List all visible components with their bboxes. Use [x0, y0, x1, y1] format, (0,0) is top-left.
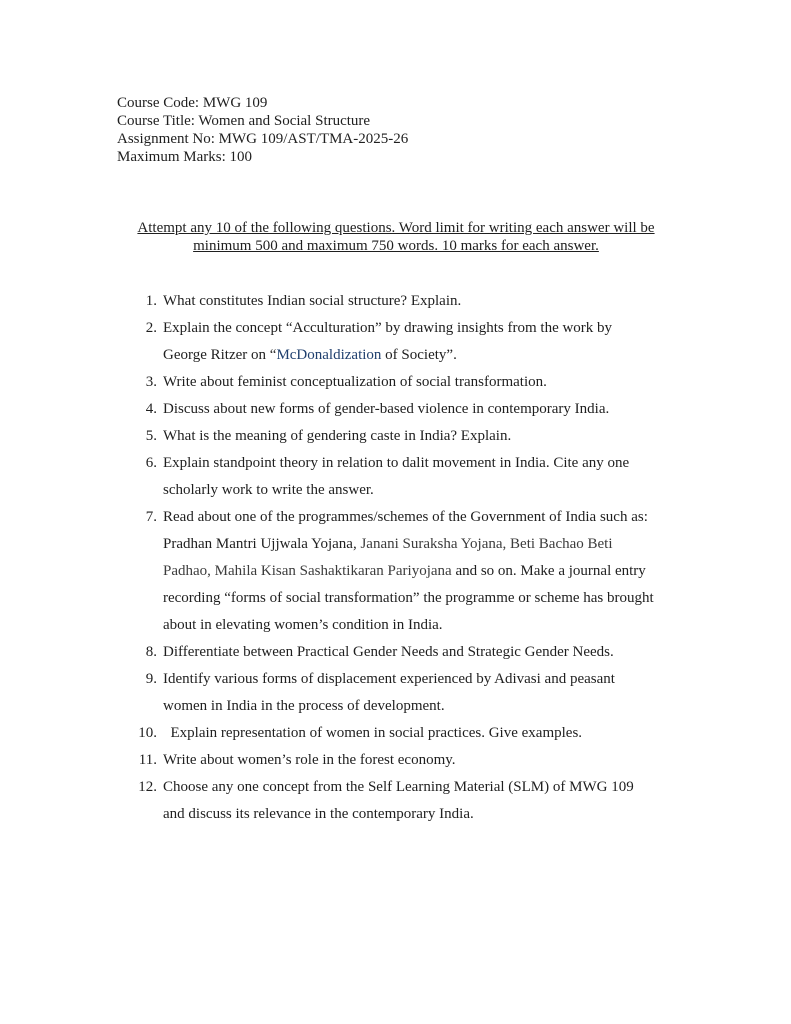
question-text-line-2 — [163, 342, 695, 369]
question-number: 4. — [145, 401, 157, 417]
question-text-line-2 — [163, 531, 695, 558]
question-list — [135, 288, 695, 828]
mcdonaldization-term: McDonaldization — [276, 347, 382, 363]
question-text: What is the meaning of gendering caste in India? Explain. — [163, 428, 512, 444]
question-item — [135, 315, 695, 369]
question-number: 7. — [145, 509, 157, 525]
question-item — [135, 774, 695, 828]
question-text-segment: and so on. Make a journal entry — [451, 563, 646, 579]
question-text-segment: George Ritzer on “ — [163, 347, 277, 363]
question-item — [135, 369, 695, 396]
question-text: Differentiate between Practical Gender Needs and Strategic Gender Needs. — [163, 644, 614, 660]
question-number: 11. — [138, 752, 157, 768]
question-text: Identify various forms of displacement experienced by Adivasi and peasant — [163, 671, 615, 687]
question-item — [135, 639, 695, 666]
question-number: 1. — [145, 293, 157, 309]
scheme-names: Janani Suraksha Yojana, Beti Bachao Beti — [360, 536, 613, 552]
question-text: Discuss about new forms of gender-based violence in contemporary India. — [163, 401, 610, 417]
question-item — [135, 504, 695, 639]
question-item — [135, 747, 695, 774]
scheme-names: Padhao, Mahila Kisan Sashaktikaran Pariyojana — [163, 563, 452, 579]
question-text-segment: Pradhan Mantri Ujjwala Yojana, — [163, 536, 361, 552]
question-text-segment: of Society”. — [381, 347, 457, 363]
maximum-marks: Maximum Marks: 100 — [117, 149, 252, 165]
question-number: 8. — [145, 644, 157, 660]
question-item — [135, 396, 695, 423]
question-text: Write about women’s role in the forest economy. — [163, 752, 456, 768]
question-number: 3. — [145, 374, 157, 390]
question-text-line-5: about in elevating women’s condition in India. — [163, 617, 443, 633]
question-text: Explain the concept “Acculturation” by drawing insights from the work by — [163, 320, 613, 336]
question-item — [135, 288, 695, 315]
instructions-line-2: minimum 500 and maximum 750 words. 10 marks for each answer. — [193, 238, 599, 254]
question-number: 12. — [138, 779, 157, 795]
question-number: 6. — [145, 455, 157, 471]
question-text: Choose any one concept from the Self Learning Material (SLM) of MWG 109 — [163, 779, 634, 795]
instructions-line-1: Attempt any 10 of the following questions. Word limit for writing each answer will be — [137, 220, 655, 236]
question-text-line-2: women in India in the process of development. — [163, 698, 445, 714]
question-text-line-2: and discuss its relevance in the contemporary India. — [163, 806, 474, 822]
question-text-line-4: recording “forms of social transformation” the programme or scheme has brought — [163, 590, 654, 606]
question-item — [135, 666, 695, 720]
question-text: Write about feminist conceptualization of social transformation. — [163, 374, 547, 390]
course-title: Course Title: Women and Social Structure — [117, 113, 371, 129]
question-text: Read about one of the programmes/schemes of the Government of India such as: — [163, 509, 648, 525]
assignment-number: Assignment No: MWG 109/AST/TMA-2025-26 — [117, 131, 409, 147]
question-number: 2. — [145, 320, 157, 336]
question-text: Explain representation of women in social practices. Give examples. — [163, 725, 583, 741]
question-text: Explain standpoint theory in relation to dalit movement in India. Cite any one — [163, 455, 630, 471]
question-number: 5. — [145, 428, 157, 444]
question-number: 10. — [138, 725, 157, 741]
question-text-line-3 — [163, 558, 695, 585]
course-header — [117, 94, 408, 166]
question-item — [135, 720, 695, 747]
question-text-line-2: scholarly work to write the answer. — [163, 482, 374, 498]
course-code: Course Code: MWG 109 — [117, 95, 268, 111]
question-text: What constitutes Indian social structure? Explain. — [163, 293, 462, 309]
question-item — [135, 423, 695, 450]
question-item — [135, 450, 695, 504]
question-number: 9. — [145, 671, 157, 687]
assignment-instructions — [100, 219, 692, 255]
